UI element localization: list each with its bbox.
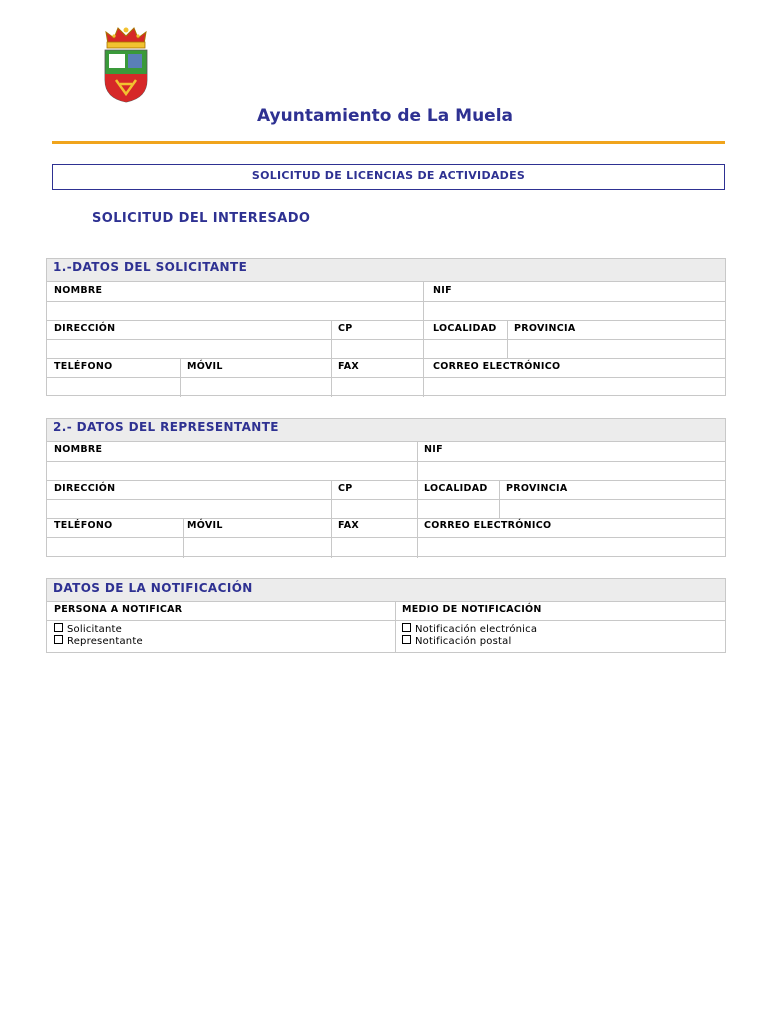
label-localidad: LOCALIDAD — [433, 323, 497, 334]
label-fax: FAX — [338, 520, 359, 531]
section-heading: 2.- DATOS DEL REPRESENTANTE — [47, 419, 725, 441]
cp-input[interactable] — [332, 500, 417, 518]
label-direccion: DIRECCIÓN — [54, 483, 116, 494]
label-persona-notificar: PERSONA A NOTIFICAR — [54, 604, 183, 615]
direccion-input[interactable] — [47, 500, 331, 518]
notificacion-section — [46, 578, 726, 653]
title-divider — [52, 141, 725, 144]
section-heading: 1.-DATOS DEL SOLICITANTE — [47, 259, 725, 281]
label-nif: NIF — [433, 285, 452, 296]
coat-of-arms-icon — [100, 22, 152, 104]
representante-section — [46, 418, 726, 557]
section-subtitle: SOLICITUD DEL INTERESADO — [92, 211, 311, 226]
label-nombre: NOMBRE — [54, 285, 103, 296]
nombre-input[interactable] — [47, 462, 417, 480]
telefono-input[interactable] — [47, 378, 180, 395]
label-direccion: DIRECCIÓN — [54, 323, 116, 334]
fax-input[interactable] — [332, 538, 417, 556]
correo-input[interactable] — [424, 378, 725, 395]
provincia-input[interactable] — [508, 340, 725, 358]
label-provincia: PROVINCIA — [514, 323, 576, 334]
movil-input[interactable] — [184, 538, 331, 556]
section-heading: DATOS DE LA NOTIFICACIÓN — [47, 579, 725, 601]
movil-input[interactable] — [181, 378, 331, 395]
option-notificacion-postal[interactable]: Notificación postal — [402, 635, 511, 648]
checkbox-icon[interactable] — [402, 635, 411, 644]
checkbox-icon[interactable] — [54, 623, 63, 632]
label-correo: CORREO ELECTRÓNICO — [424, 520, 552, 531]
nif-input[interactable] — [418, 462, 725, 480]
localidad-input[interactable] — [418, 500, 499, 518]
label-nif: NIF — [424, 444, 443, 455]
option-notificacion-electronica[interactable]: Notificación electrónica — [402, 623, 537, 636]
label-correo: CORREO ELECTRÓNICO — [433, 361, 561, 372]
label-provincia: PROVINCIA — [506, 483, 568, 494]
label-movil: MÓVIL — [187, 361, 223, 372]
localidad-input[interactable] — [424, 340, 507, 358]
solicitante-section — [46, 258, 726, 396]
cp-input[interactable] — [332, 340, 423, 358]
fax-input[interactable] — [332, 378, 423, 395]
provincia-input[interactable] — [500, 500, 725, 518]
nif-input[interactable] — [424, 302, 725, 320]
label-medio-notificacion: MEDIO DE NOTIFICACIÓN — [402, 604, 542, 615]
label-cp: CP — [338, 483, 353, 494]
label-movil: MÓVIL — [187, 520, 223, 531]
option-representante[interactable]: Representante — [54, 635, 143, 648]
label-telefono: TELÉFONO — [54, 361, 113, 372]
form-title: SOLICITUD DE LICENCIAS DE ACTIVIDADES — [52, 164, 725, 190]
label-telefono: TELÉFONO — [54, 520, 113, 531]
checkbox-icon[interactable] — [402, 623, 411, 632]
nombre-input[interactable] — [47, 302, 423, 320]
checkbox-icon[interactable] — [54, 635, 63, 644]
telefono-input[interactable] — [47, 538, 183, 556]
option-solicitante[interactable]: Solicitante — [54, 623, 122, 636]
label-localidad: LOCALIDAD — [424, 483, 488, 494]
direccion-input[interactable] — [47, 340, 331, 358]
label-nombre: NOMBRE — [54, 444, 103, 455]
correo-input[interactable] — [418, 538, 725, 556]
label-fax: FAX — [338, 361, 359, 372]
page-title: Ayuntamiento de La Muela — [256, 106, 514, 126]
label-cp: CP — [338, 323, 353, 334]
